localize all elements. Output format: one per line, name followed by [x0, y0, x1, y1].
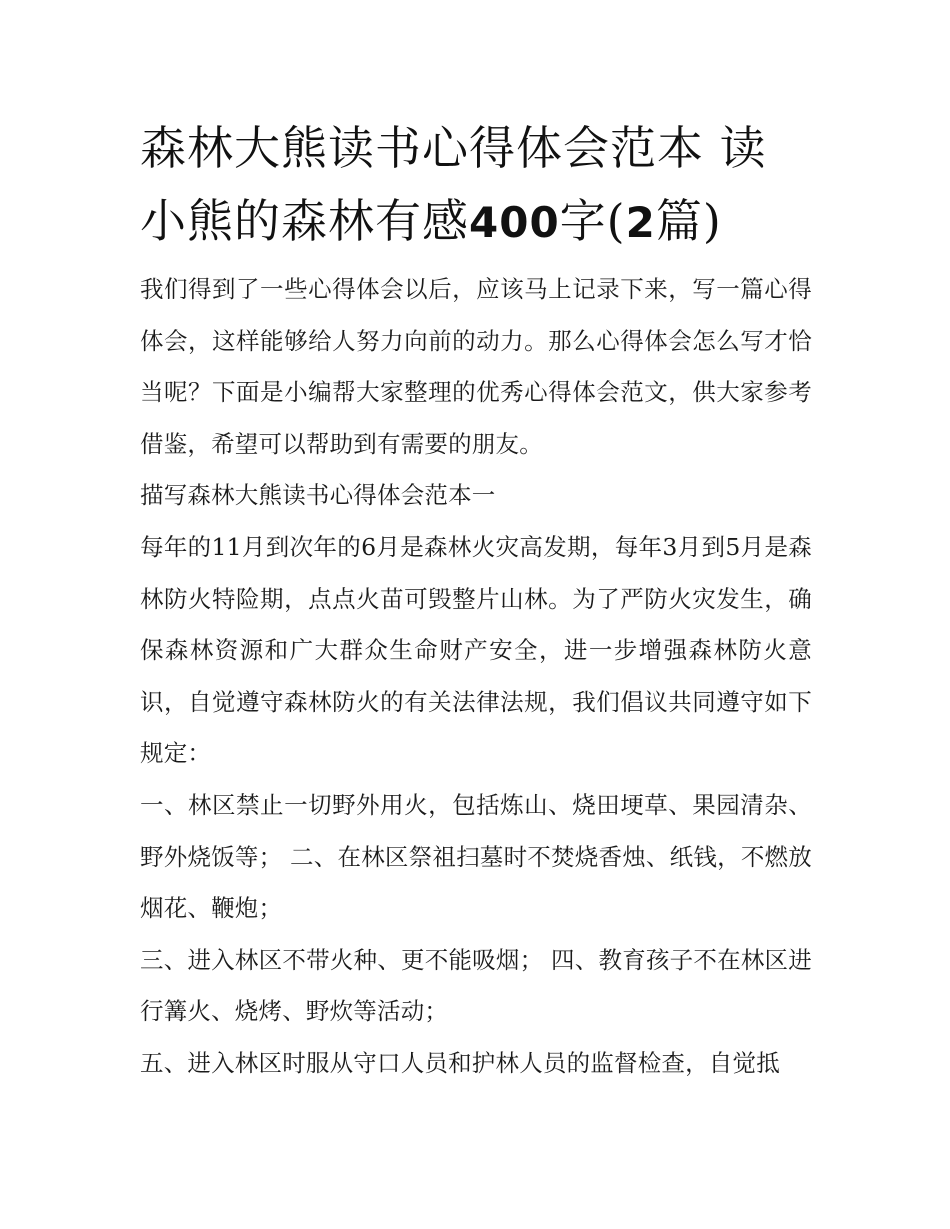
title-line-2-count: 2: [625, 198, 656, 247]
document-title: [140, 112, 812, 259]
rule-paragraph-1: 一、林区禁止一切野外用火，包括炼山、烧田埂草、果园清杂、野外烧饭等； 二、在林区祭祖扫墓时不焚烧香烛、纸钱，不燃放烟花、鞭炮；: [140, 790, 812, 923]
title-line-2-prefix: 小熊的森林有感: [140, 194, 469, 248]
title-line-2-mid: 字(: [559, 194, 626, 248]
body-paragraph: 每年的11月到次年的6月是森林火灾高发期，每年3月到5月是森林防火特险期，点点火苗可毁整片山林。为了严防火灾发生，确保森林资源和广大群众生命财产安全，进一步增强森林防火意识，自觉遵守森林防火的有关法律法规，我们倡议共同遵守如下规定：: [140, 532, 812, 768]
rule-paragraph-2: 三、进入林区不带火种、更不能吸烟； 四、教育孩子不在林区进行篝火、烧烤、野炊等活动；: [140, 945, 812, 1026]
title-line-1: 森林大熊读书心得体会范本 读: [140, 121, 767, 175]
intro-paragraph: 我们得到了一些心得体会以后，应该马上记录下来，写一篇心得体会，这样能够给人努力向前的动力。那么心得体会怎么写才恰当呢？下面是小编帮大家整理的优秀心得体会范文，供大家参考借鉴，希望可以帮助到有需要的朋友。: [140, 275, 812, 458]
document-body: [140, 112, 812, 1090]
title-line-2-suffix: 篇): [655, 194, 722, 248]
section-heading: 描写森林大熊读书心得体会范本一: [140, 481, 496, 510]
rule-paragraph-3: 五、进入林区时服从守口人员和护林人员的监督检查，自觉抵: [140, 1048, 780, 1077]
title-line-2-number: 400: [469, 198, 560, 247]
